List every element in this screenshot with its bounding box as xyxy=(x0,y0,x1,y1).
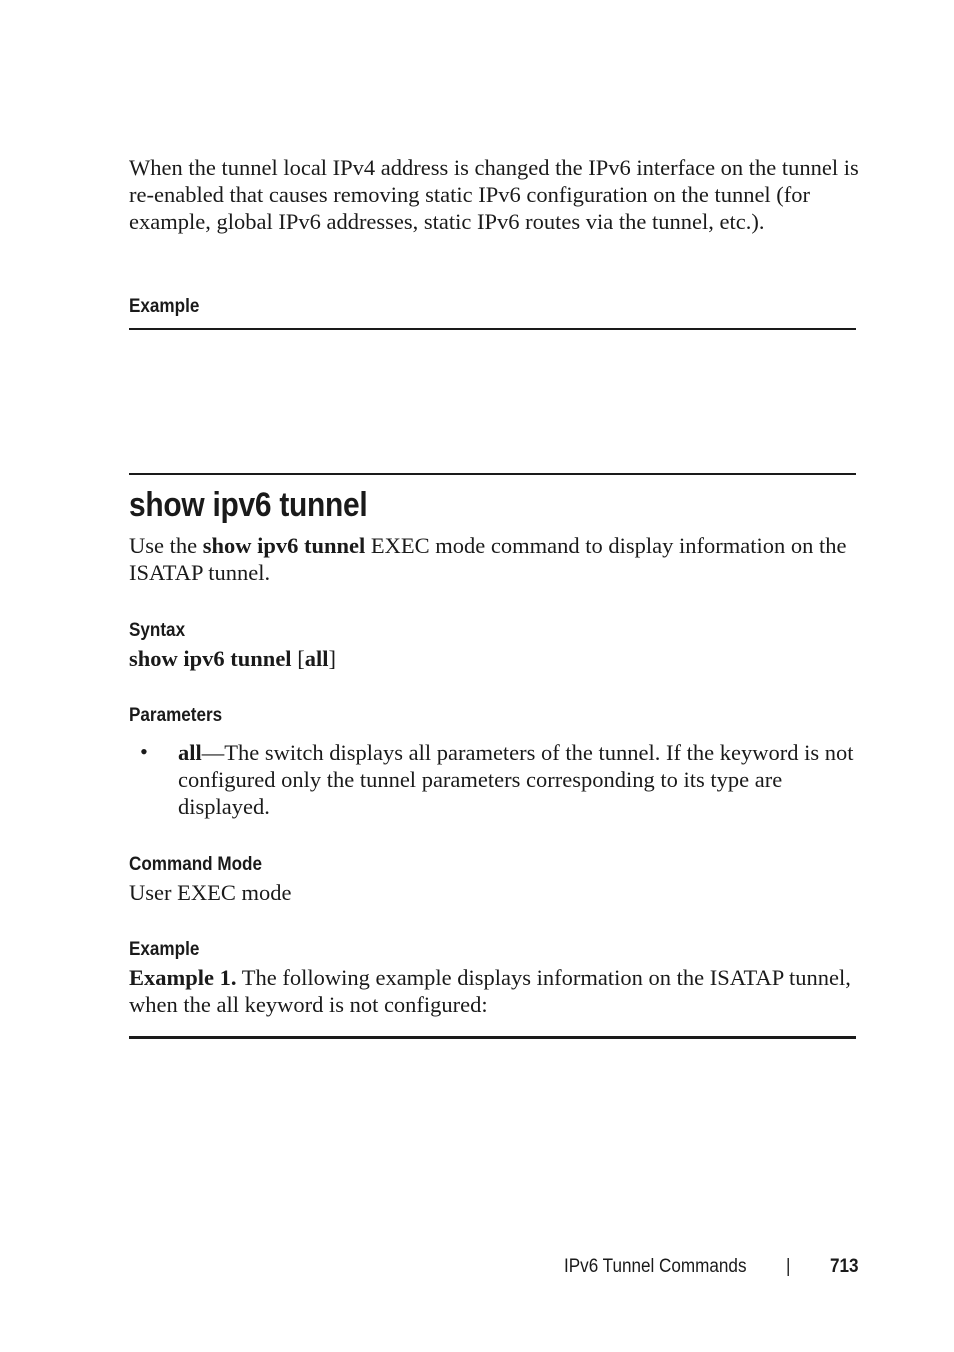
divider xyxy=(129,328,856,330)
example-text xyxy=(129,964,859,1018)
syntax-arg: all xyxy=(304,646,329,671)
parameter-description: —The switch displays all parameters of the tunnel. If the keyword is not configured only the tunnel parameters corresponding to its type are displayed. xyxy=(178,740,854,819)
example-heading-2: Example xyxy=(129,939,200,960)
syntax-heading: Syntax xyxy=(129,620,186,641)
parameter-name: all xyxy=(178,740,202,765)
description-prefix: Use the xyxy=(129,533,203,558)
bottom-divider xyxy=(129,1036,856,1039)
command-mode-heading: Command Mode xyxy=(129,854,263,875)
syntax-open: [ xyxy=(291,646,305,671)
footer-separator: | xyxy=(786,1256,791,1277)
description-suffix: EXEC mode command to display information on the ISATAP tunnel. xyxy=(129,533,847,585)
example-label: Example 1. xyxy=(129,965,237,990)
section-divider xyxy=(129,473,856,475)
parameter-item xyxy=(178,739,858,820)
command-mode-value: User EXEC mode xyxy=(129,880,292,905)
intro-paragraph: When the tunnel local IPv4 address is changed the IPv6 interface on the tunnel is re-enabled that causes removing static IPv6 configuration on the tunnel (for example, global IPv6 addresses, static IPv6 routes via the tunnel, etc.). xyxy=(129,155,859,234)
bullet-marker: • xyxy=(140,739,148,764)
syntax-close: ] xyxy=(328,646,336,671)
example-description: The following example displays information on the ISATAP tunnel, when the all keyword is not configured: xyxy=(129,965,851,1017)
syntax-line xyxy=(129,645,859,672)
footer-chapter: IPv6 Tunnel Commands xyxy=(564,1256,747,1277)
page-number: 713 xyxy=(830,1256,859,1277)
section-description xyxy=(129,532,859,586)
example-heading: Example xyxy=(129,296,200,317)
page-title: show ipv6 tunnel xyxy=(129,486,368,524)
description-command: show ipv6 tunnel xyxy=(202,533,366,558)
parameters-heading: Parameters xyxy=(129,705,223,726)
syntax-command: show ipv6 tunnel xyxy=(129,646,292,671)
